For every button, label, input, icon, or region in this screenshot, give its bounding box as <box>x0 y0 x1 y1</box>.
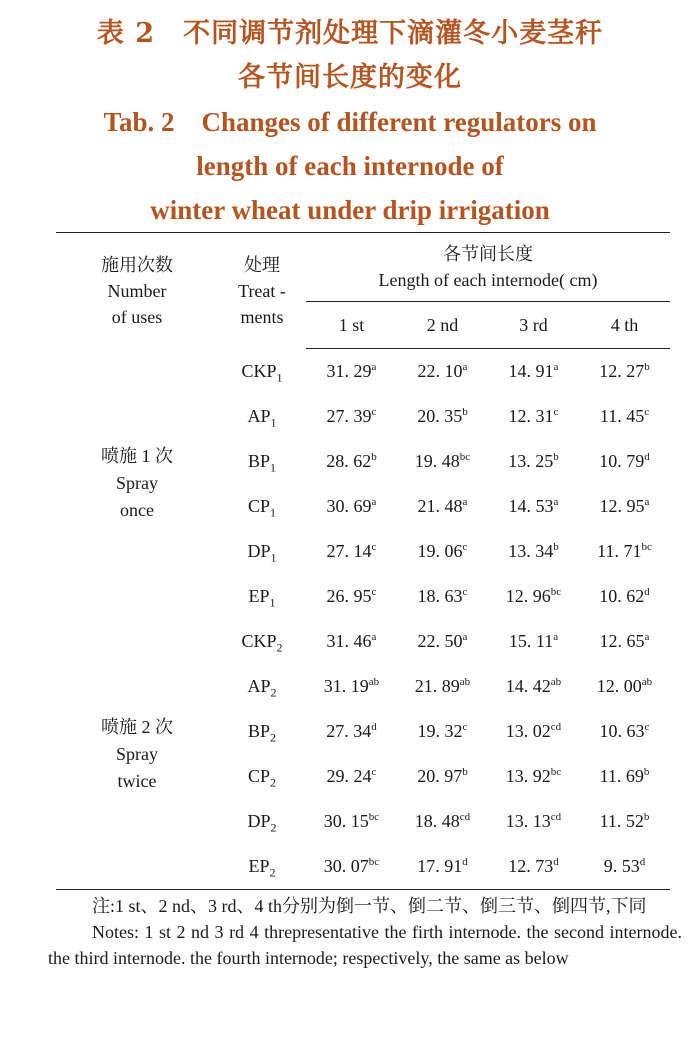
significance-letter: b <box>643 766 650 778</box>
treatment-cell <box>218 574 306 619</box>
internode-length-value: 29. 24 <box>326 766 372 786</box>
significance-letter: b <box>643 811 650 823</box>
treatment-cell <box>218 754 306 799</box>
internode-length-value: 19. 06 <box>417 541 463 561</box>
value-cell <box>579 844 670 890</box>
significance-letter: b <box>462 766 468 778</box>
value-cell <box>579 664 670 709</box>
internode-length-value: 21. 48 <box>417 496 463 516</box>
treatment-name: CKP <box>241 631 277 651</box>
internode-length-value: 11. 45 <box>599 406 645 426</box>
treatment-subscript: 1 <box>276 370 283 385</box>
group-en2: once <box>120 500 154 521</box>
internode-length-value: 18. 63 <box>417 586 463 606</box>
internode-length-value: 19. 32 <box>417 721 463 741</box>
treatment-name: BP <box>247 451 271 471</box>
internode-length-value: 12. 31 <box>508 406 554 426</box>
internode-length-value: 22. 50 <box>417 631 463 651</box>
treatment-subscript: 2 <box>270 730 277 745</box>
value-cell <box>306 844 397 890</box>
group-label-2 <box>56 619 218 890</box>
internode-length-value: 12. 73 <box>508 856 554 876</box>
header-col-4th: 4 th <box>579 302 670 349</box>
treatment-subscript: 1 <box>270 460 277 475</box>
significance-letter: d <box>553 856 559 868</box>
significance-letter: bc <box>550 586 562 598</box>
significance-letter: a <box>553 631 559 643</box>
table-row <box>56 619 670 664</box>
value-cell <box>579 349 670 395</box>
internode-length-value: 12. 27 <box>599 361 645 381</box>
caption-en-line3: winter wheat under drip irrigation <box>150 195 550 225</box>
value-cell <box>488 484 579 529</box>
internode-length-value: 10. 62 <box>599 586 645 606</box>
internode-length-value: 12. 65 <box>599 631 645 651</box>
treatment-name: CP <box>247 766 271 786</box>
internode-length-value: 14. 53 <box>508 496 554 516</box>
value-cell <box>306 484 397 529</box>
treatment-subscript: 1 <box>270 415 277 430</box>
significance-letter: a <box>644 631 650 643</box>
treatment-subscript: 2 <box>269 865 276 880</box>
value-cell <box>579 529 670 574</box>
value-cell <box>488 754 579 799</box>
treatment-cell <box>218 799 306 844</box>
significance-letter: b <box>371 451 377 463</box>
significance-letter: c <box>644 406 650 418</box>
treatment-cell <box>218 619 306 664</box>
significance-letter: cd <box>550 811 562 823</box>
treatment-subscript: 2 <box>270 775 277 790</box>
value-cell <box>397 439 488 484</box>
group-label-1 <box>56 349 218 620</box>
internode-length-value: 20. 35 <box>417 406 463 426</box>
value-cell <box>579 619 670 664</box>
internode-length-value: 31. 19 <box>323 676 369 696</box>
header-length-en: Length of each internode( cm) <box>378 270 598 290</box>
significance-letter: bc <box>641 541 652 553</box>
significance-letter: a <box>644 496 650 508</box>
internode-length-value: 11. 71 <box>597 541 642 561</box>
significance-letter: bc <box>368 811 380 823</box>
value-cell <box>397 349 488 395</box>
caption-en-line2: length of each internode of <box>196 151 504 181</box>
internode-length-value: 19. 48 <box>414 451 460 471</box>
treatment-cell <box>218 664 306 709</box>
internode-length-value: 13. 25 <box>508 451 554 471</box>
value-cell <box>397 619 488 664</box>
header-uses-en1: Number <box>107 280 167 301</box>
value-cell <box>488 619 579 664</box>
group-en1: Spray <box>116 473 158 494</box>
treatment-subscript: 1 <box>270 505 277 520</box>
internode-length-value: 27. 34 <box>326 721 372 741</box>
value-cell <box>579 754 670 799</box>
value-cell <box>306 664 397 709</box>
significance-letter: cd <box>459 811 471 823</box>
significance-letter: cd <box>550 721 562 733</box>
treatment-name: AP <box>247 406 271 426</box>
group-en1: Spray <box>116 743 158 764</box>
significance-letter: a <box>371 496 377 508</box>
significance-letter: a <box>371 361 377 373</box>
significance-letter: c <box>462 541 468 553</box>
treatment-name: EP <box>248 586 270 606</box>
treatment-cell <box>218 394 306 439</box>
internode-length-value: 30. 15 <box>323 811 369 831</box>
significance-letter: a <box>371 631 377 643</box>
significance-letter: d <box>644 451 650 463</box>
table-notes <box>48 893 682 971</box>
significance-letter: c <box>644 721 650 733</box>
internode-length-value: 10. 63 <box>599 721 645 741</box>
value-cell <box>306 709 397 754</box>
header-treat-en1: Treat - <box>238 280 286 301</box>
significance-letter: b <box>644 361 650 373</box>
caption-en-line1: Tab. 2 Changes of different regulators on <box>103 107 597 137</box>
internode-length-value: 13. 13 <box>505 811 551 831</box>
value-cell <box>488 394 579 439</box>
value-cell <box>579 574 670 619</box>
internode-length-value: 14. 91 <box>508 361 554 381</box>
header-treat-cn: 处理 <box>244 254 280 275</box>
internode-length-value: 9. 53 <box>603 856 640 876</box>
significance-letter: c <box>371 766 377 778</box>
group-cn: 喷施 2 次 <box>101 716 173 737</box>
significance-letter: a <box>462 361 468 373</box>
significance-letter: c <box>553 406 559 418</box>
internode-length-value: 20. 97 <box>417 766 463 786</box>
significance-letter: b <box>553 451 559 463</box>
significance-letter: ab <box>641 676 653 688</box>
caption-cn-line1: 表 2 不同调节剂处理下滴灌冬小麦茎秆 <box>96 18 604 49</box>
significance-letter: b <box>553 541 559 553</box>
treatment-subscript: 2 <box>270 820 277 835</box>
significance-letter: c <box>371 541 377 553</box>
note-cn: 注:1 st、2 nd、3 rd、4 th分别为倒一节、倒二节、倒三节、倒四节,下同 <box>92 896 647 916</box>
treatment-subscript: 1 <box>269 595 276 610</box>
header-number-of-uses <box>56 233 218 349</box>
header-uses-en2: of uses <box>111 306 163 327</box>
treatment-name: DP <box>247 811 271 831</box>
value-cell <box>488 439 579 484</box>
internode-length-value: 30. 07 <box>323 856 369 876</box>
significance-letter: a <box>462 496 468 508</box>
caption-cn-line2: 各节间长度的变化 <box>238 62 462 93</box>
group-en2: twice <box>117 770 157 791</box>
significance-letter: b <box>462 406 468 418</box>
internode-length-value: 28. 62 <box>326 451 372 471</box>
treatment-subscript: 2 <box>276 640 283 655</box>
value-cell <box>306 349 397 395</box>
treatment-name: CKP <box>241 360 277 381</box>
internode-length-value: 12. 96 <box>505 586 551 606</box>
value-cell <box>306 619 397 664</box>
significance-letter: c <box>371 406 377 418</box>
value-cell <box>306 439 397 484</box>
treatment-cell <box>218 484 306 529</box>
internode-length-value: 13. 34 <box>508 541 554 561</box>
treatment-subscript: 2 <box>270 685 277 700</box>
internode-length-value: 12. 00 <box>596 676 642 696</box>
treatment-cell <box>218 709 306 754</box>
treatment-name: CP <box>247 496 271 516</box>
significance-letter: d <box>639 856 646 868</box>
value-cell <box>488 799 579 844</box>
internode-length-table <box>56 232 670 890</box>
group-cn: 喷施 1 次 <box>101 446 173 467</box>
internode-length-value: 26. 95 <box>326 586 372 606</box>
internode-length-value: 30. 69 <box>326 496 372 516</box>
internode-length-value: 13. 02 <box>505 721 551 741</box>
internode-length-value: 17. 91 <box>417 856 463 876</box>
significance-letter: a <box>462 631 468 643</box>
internode-length-value: 15. 11 <box>508 631 554 651</box>
treatment-subscript: 1 <box>270 550 277 565</box>
significance-letter: bc <box>459 451 471 463</box>
internode-length-value: 14. 42 <box>505 676 551 696</box>
value-cell <box>397 394 488 439</box>
internode-length-value: 11. 52 <box>599 811 644 831</box>
internode-length-value: 10. 79 <box>599 451 645 471</box>
treatment-name: BP <box>247 721 271 741</box>
internode-length-value: 12. 95 <box>599 496 645 516</box>
value-cell <box>488 349 579 395</box>
significance-letter: ab <box>550 676 562 688</box>
header-uses-cn: 施用次数 <box>101 254 173 275</box>
header-treat-en2: ments <box>240 306 284 327</box>
internode-length-value: 31. 29 <box>326 361 372 381</box>
value-cell <box>579 709 670 754</box>
significance-letter: d <box>462 856 468 868</box>
significance-letter: c <box>462 721 468 733</box>
significance-letter: a <box>553 496 559 508</box>
value-cell <box>488 529 579 574</box>
value-cell <box>579 484 670 529</box>
significance-letter: d <box>644 586 650 598</box>
treatment-cell <box>218 439 306 484</box>
value-cell <box>397 529 488 574</box>
treatment-cell <box>218 349 306 395</box>
internode-length-value: 27. 14 <box>326 541 372 561</box>
value-cell <box>397 754 488 799</box>
significance-letter: bc <box>550 766 562 778</box>
significance-letter: d <box>371 721 377 733</box>
header-col-2nd: 2 nd <box>397 302 488 349</box>
header-col-1st: 1 st <box>306 302 397 349</box>
value-cell <box>397 574 488 619</box>
internode-length-value: 31. 46 <box>326 631 372 651</box>
internode-length-value: 21. 89 <box>414 676 460 696</box>
value-cell <box>397 664 488 709</box>
value-cell <box>579 394 670 439</box>
value-cell <box>488 709 579 754</box>
value-cell <box>397 709 488 754</box>
value-cell <box>397 799 488 844</box>
table-row <box>56 349 670 395</box>
value-cell <box>306 574 397 619</box>
treatment-cell <box>218 844 306 890</box>
internode-length-value: 13. 92 <box>505 766 551 786</box>
treatment-name: EP <box>248 856 270 876</box>
internode-length-value: 22. 10 <box>417 361 463 381</box>
value-cell <box>579 799 670 844</box>
value-cell <box>306 799 397 844</box>
header-internode-length <box>306 233 670 302</box>
header-treatments <box>218 233 306 349</box>
value-cell <box>488 574 579 619</box>
significance-letter: a <box>553 361 559 373</box>
table-body <box>56 349 670 890</box>
value-cell <box>579 439 670 484</box>
value-cell <box>306 754 397 799</box>
value-cell <box>397 844 488 890</box>
significance-letter: ab <box>368 676 380 688</box>
treatment-name: DP <box>247 541 271 561</box>
significance-letter: bc <box>368 856 380 868</box>
header-col-3rd: 3 rd <box>488 302 579 349</box>
treatment-cell <box>218 529 306 574</box>
significance-letter: c <box>462 586 468 598</box>
internode-length-value: 11. 69 <box>599 766 644 786</box>
value-cell <box>488 664 579 709</box>
treatment-name: AP <box>247 676 271 696</box>
significance-letter: c <box>371 586 377 598</box>
significance-letter: ab <box>459 676 471 688</box>
value-cell <box>397 484 488 529</box>
value-cell <box>488 844 579 890</box>
internode-length-value: 18. 48 <box>414 811 460 831</box>
header-length-cn: 各节间长度 <box>443 244 533 264</box>
table-caption <box>0 12 700 232</box>
value-cell <box>306 529 397 574</box>
internode-length-value: 27. 39 <box>326 406 372 426</box>
note-en: Notes: 1 st 2 nd 3 rd 4 threpresentative the firth internode. the second internode. the third internode. the fourth internode; respectively, the same as below <box>48 922 682 968</box>
value-cell <box>306 394 397 439</box>
